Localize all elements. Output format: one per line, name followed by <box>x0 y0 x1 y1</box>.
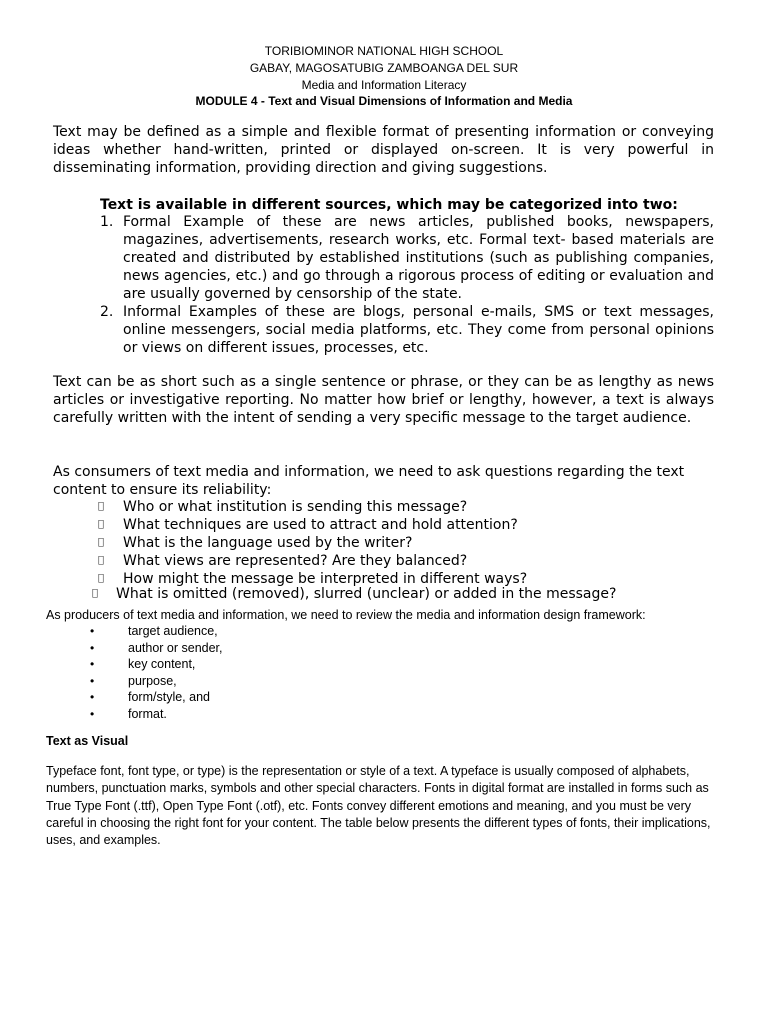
list-item <box>96 534 716 552</box>
question-text: What views are represented? Are they balanced? <box>123 553 468 569</box>
bullet-icon: • <box>90 706 95 721</box>
list-item <box>96 498 716 516</box>
question-text: What techniques are used to attract and hold attention? <box>123 517 518 533</box>
list-item <box>100 213 714 303</box>
producers-intro: As producers of text media and information, we need to review the media and information design framework: <box>46 608 646 622</box>
framework-item: form/style, and <box>128 690 210 705</box>
list-item <box>90 706 223 723</box>
bullet-icon <box>92 585 98 603</box>
framework-item: key content, <box>128 657 196 672</box>
question-text: Who or what institution is sending this message? <box>123 499 468 515</box>
categories-heading: Text is available in different sources, which may be categorized into two: <box>100 197 678 213</box>
question-text: What is the language used by the writer? <box>123 535 413 551</box>
bullet-icon: • <box>90 673 95 688</box>
list-item <box>90 656 223 673</box>
bullet-icon <box>98 534 104 552</box>
list-item <box>96 552 716 570</box>
module-title: MODULE 4 - Text and Visual Dimensions of Information and Media <box>195 94 573 109</box>
framework-list <box>90 623 223 723</box>
question-text: How might the message be interpreted in different ways? <box>123 571 528 587</box>
bullet-icon: • <box>90 690 95 705</box>
consumer-questions-list <box>96 498 716 603</box>
bullet-icon <box>98 552 104 570</box>
list-item-text: Formal Example of these are news articles, published books, newspapers, magazines, advertisements, research works, etc. Formal text- based materials are created and distributed by established institutions (such as publishing companies, news agencies, etc.) and go through a rigorous process of editing or evaluation and are usually governed by censorship of the state. <box>123 214 714 302</box>
categories-list <box>100 213 714 357</box>
list-item <box>90 673 223 690</box>
list-item <box>90 689 223 706</box>
list-item <box>90 640 223 657</box>
typeface-paragraph: Typeface font, font type, or type) is the representation or style of a text. A typeface is usually composed of alphabets, numbers, punctuation marks, symbols and other special characters. Fonts in digital format are installed in forms such as True Type Font (.ttf), Open Type Font (.otf), etc. Fonts convey different emotions and meaning, and you must be very careful in choosing the right font for your content. The table below presents the different types of fonts, their implications, uses, and examples. <box>46 764 711 848</box>
framework-item: format. <box>128 706 167 721</box>
framework-item: author or sender, <box>128 640 223 655</box>
question-text: What is omitted (removed), slurred (unclear) or added in the message? <box>116 586 617 602</box>
school-address: GABAY, MAGOSATUBIG ZAMBOANGA DEL SUR <box>249 60 519 75</box>
consumers-intro: As consumers of text media and information, we need to ask questions regarding the text content to ensure its reliability: <box>53 464 685 498</box>
list-item <box>96 585 716 603</box>
subject-title: Media and Information Literacy <box>301 77 467 92</box>
list-item <box>90 623 223 640</box>
framework-item: target audience, <box>128 624 218 638</box>
bullet-icon <box>98 498 104 516</box>
list-item-text: Informal Examples of these are blogs, personal e-mails, SMS or text messages, online messengers, social media platforms, etc. They come from personal opinions or views on different issues, processes, etc. <box>123 304 714 356</box>
text-as-visual-heading: Text as Visual <box>46 734 129 748</box>
list-item <box>96 516 716 534</box>
school-name: TORIBIOMINOR NATIONAL HIGH SCHOOL <box>264 44 504 58</box>
list-item <box>100 303 714 357</box>
bullet-icon <box>98 516 104 534</box>
text-length-paragraph: Text can be as short such as a single sentence or phrase, or they can be as lengthy as news articles or investigative reporting. No matter how brief or lengthy, however, a text is always carefully written with the intent of sending a very specific message to the target audience. <box>53 374 714 426</box>
bullet-icon: • <box>90 640 95 655</box>
bullet-icon: • <box>90 624 95 638</box>
list-number: 2. <box>100 304 114 320</box>
document-header <box>0 43 768 110</box>
framework-item: purpose, <box>128 673 177 688</box>
list-number: 1. <box>100 214 114 230</box>
bullet-icon: • <box>90 657 95 672</box>
intro-paragraph: Text may be defined as a simple and flexible format of presenting information or conveying ideas whether hand-written, printed or displayed on-screen. It is very powerful in disseminating information, providing direction and giving suggestions. <box>53 124 714 176</box>
